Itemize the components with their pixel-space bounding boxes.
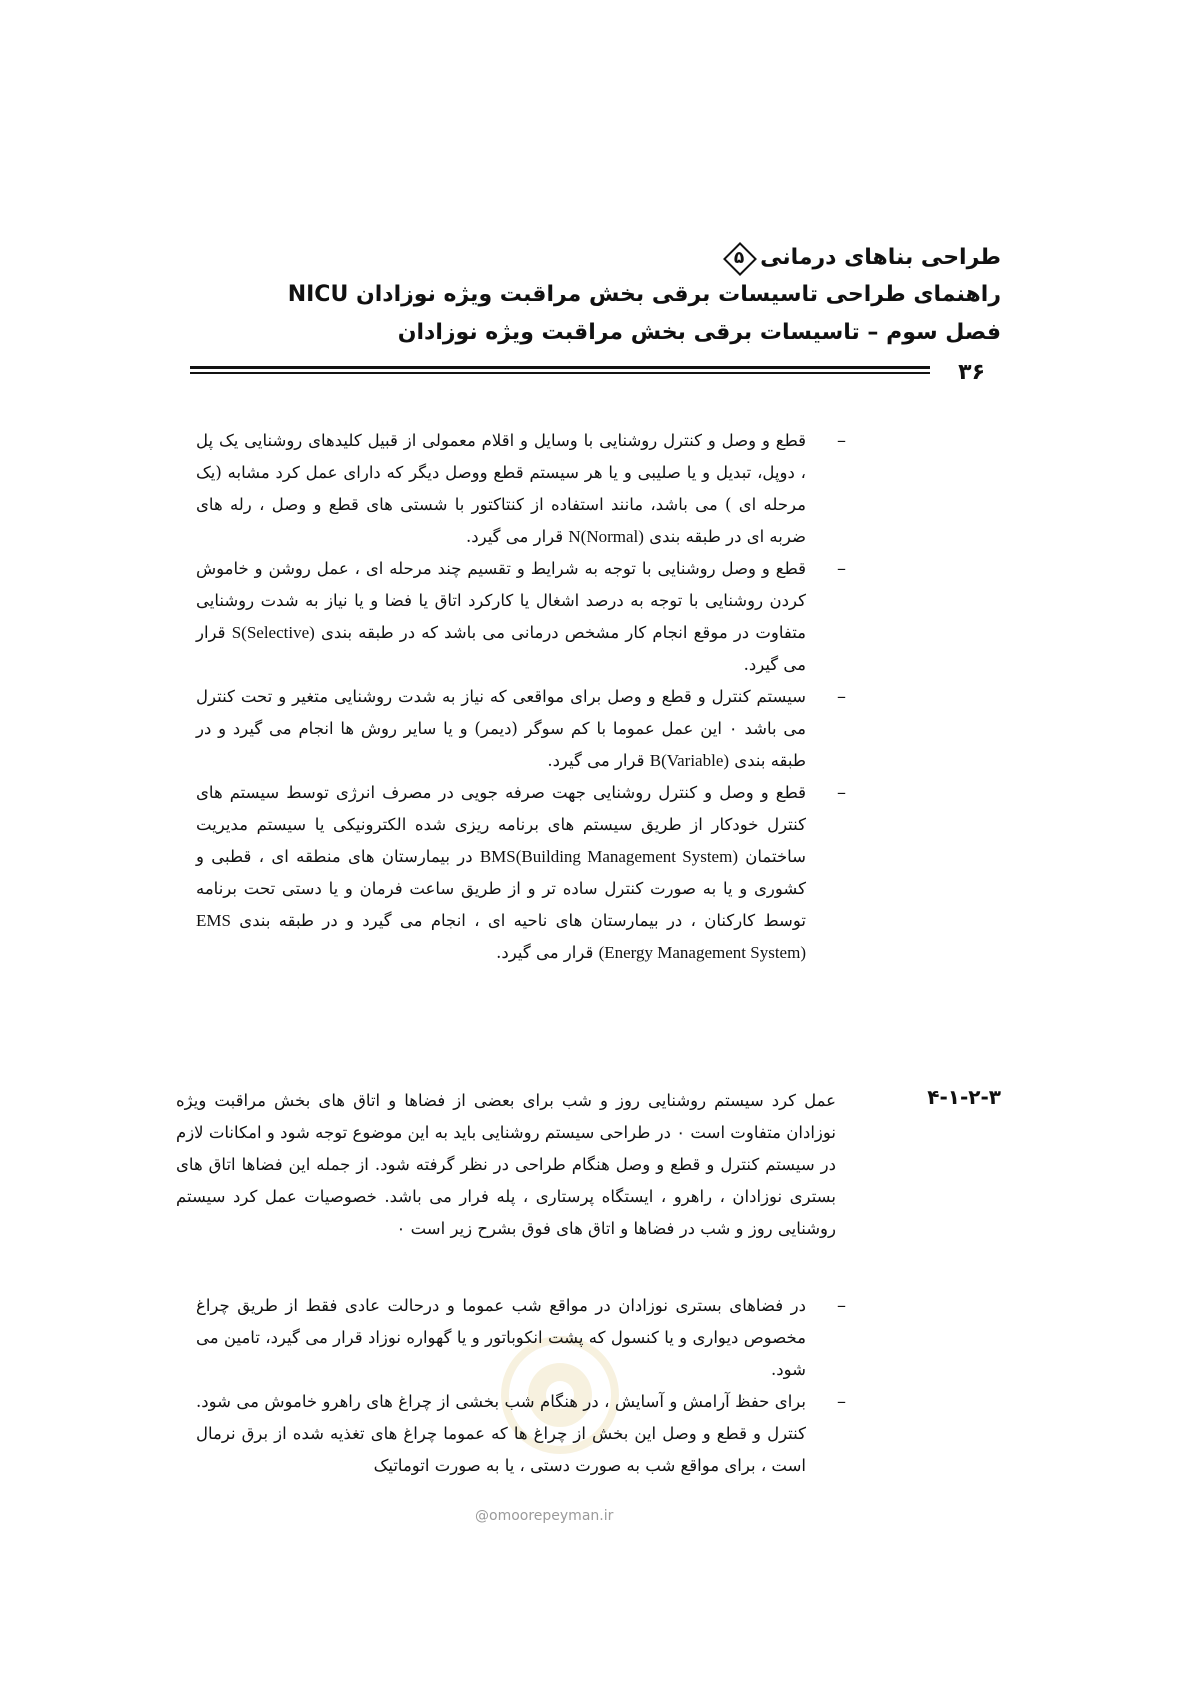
list-item: [196, 1386, 846, 1482]
list-item-text: برای حفظ آرامش و آسایش ، در هنگام شب بخشی از چراغ های راهرو خاموش می شود. کنترل و قطع و وصل این بخش از چراغ ها که عموما چراغ های تغذیه شده از برق نرمال است ، برای مواقع شب به صورت دستی ، یا به صورت اتوماتیک: [196, 1392, 806, 1475]
list-item-latin: S(Selective): [231, 623, 315, 642]
header-rule-thick: [190, 366, 930, 369]
list-item-text: قطع و وصل روشنایی با توجه به شرایط و تقسیم چند مرحله ای ، عمل روشن و خاموش کردن روشنایی با توجه به درصد اشغال یا کارکرد اتاق یا فضا و یا نیاز به شدت روشنایی متفاوت در موقع انجام کار مشخص درمانی می باشد که در طبقه بندی: [196, 559, 807, 642]
list-item-text-end: قرار می گیرد.: [496, 943, 594, 962]
list-item-text-end: قرار می گیرد.: [466, 527, 564, 546]
guide-title-nicu: NICU: [287, 282, 349, 307]
guide-title-text: راهنمای طراحی تاسیسات برقی بخش مراقبت ویژه نوزادان: [355, 282, 1001, 307]
header-rule-thin: [190, 372, 930, 374]
list-item-text: قطع و وصل و کنترل روشنایی با وسایل و اقلام معمولی از قبیل کلیدهای روشنایی یک پل ، دوپل، تبدیل و یا صلیبی و یا هر سیستم قطع ووصل دیگر که دارای عمل کرد مشابه (یک مرحله ای ) می باشد، مانند استفاده از کنتاکتور با شستی های قطع و وصل ، رله های ضربه ای در طبقه بندی: [196, 431, 806, 546]
list-item-text-mid: در بیمارستان های منطقه ای ، قطبی و کشوری و یا به صورت کنترل ساده تر و از طریق ساعت فرمان و یا دستی تحت برنامه توسط کارکنان ، در بیمارستان های ناحیه ای ، انجام می گیرد و در طبقه بندی: [196, 847, 806, 930]
list-item-text: سیستم کنترل و قطع و وصل برای مواقعی که نیاز به شدت روشنایی متغیر و تحت کنترل می باشد ۰ این عمل عموما با کم سوگر (دیمر) و یا سایر روش ها انجام می گیرد و در طبقه بندی: [196, 687, 806, 770]
watermark-text: @omoorepeyman.ir: [475, 1508, 614, 1524]
list-item-text-end: قرار می گیرد.: [547, 751, 645, 770]
chapter-title: فصل سوم – تاسیسات برقی بخش مراقبت ویژه نوزادان: [397, 320, 1001, 345]
list-item-text: در فضاهای بستری نوزادان در مواقع شب عموما و درحالت عادی فقط از طریق چراغ مخصوص دیواری و یا کنسول که پشت انکوباتور و یا گهواره نوزاد قرار می گیرد، تامین می شود.: [196, 1296, 807, 1379]
bullet-dash: –: [837, 1295, 846, 1316]
list-item: [196, 777, 846, 969]
book-title-row: [181, 240, 1001, 276]
volume-number: ۵: [733, 248, 745, 268]
bullet-dash: –: [837, 1391, 846, 1412]
header-double-rule: [190, 366, 930, 378]
list-item-latin: BMS(Building Management System): [479, 847, 738, 866]
section-paragraph: عمل کرد سیستم روشنایی روز و شب برای بعضی از فضاها و اتاق های بخش مراقبت ویژه نوزادان متفاوت است ۰ در طراحی سیستم روشنایی باید به این موضوع توجه شود و امکانات لازم در سیستم کنترل و قطع و وصل هنگام طراحی در نظر گرفته شود. از جمله این فضاها اتاق های بستری نوزادان ، راهرو ، ایستگاه پرستاری ، پله فرار می باشد. خصوصیات عمل کرد سیستم روشنایی روز و شب در فضاها و اتاق های فوق بشرح زیر است ۰: [176, 1091, 837, 1238]
section-number: ۴-۱-۲-۳: [927, 1085, 1001, 1109]
bullet-dash: –: [837, 430, 846, 451]
guide-title: [181, 276, 1001, 314]
page-header: [181, 240, 1001, 352]
list-item: [196, 1290, 846, 1386]
book-title: طراحی بناهای درمانی: [760, 245, 1001, 270]
list-item-text: قطع و وصل و کنترل روشنایی جهت صرفه جویی در مصرف انرژی توسط سیستم های کنترل خودکار از طریق سیستم های برنامه ریزی شده الکترونیکی یا سیستم مدیریت ساختمان: [196, 783, 806, 866]
list-item: [196, 425, 846, 553]
list-item-text-end: قرار می گیرد.: [196, 623, 806, 674]
list-item-latin-2: EMS (Energy Management System): [196, 911, 806, 962]
bullet-dash: –: [837, 558, 846, 579]
day-night-lighting-list: [196, 1290, 846, 1482]
volume-badge: [724, 243, 754, 273]
control-methods-list: [196, 425, 846, 969]
bullet-dash: –: [837, 686, 846, 707]
bullet-dash: –: [837, 782, 846, 803]
list-item: [196, 553, 846, 681]
page-number: ۳۶: [952, 360, 991, 385]
list-item: [196, 681, 846, 777]
list-item-latin: B(Variable): [649, 751, 730, 770]
list-item-latin: N(Normal): [568, 527, 644, 546]
